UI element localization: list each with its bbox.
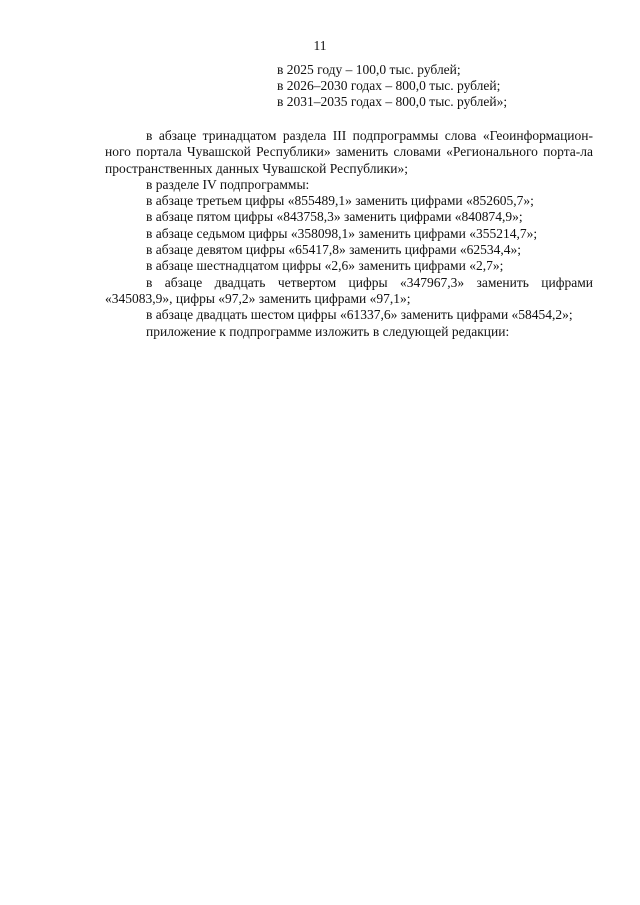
section-iv-intro-paragraph: в разделе IV подпрограммы: [146,176,310,192]
edit-item-paragraph-24: в абзаце двадцать четвертом цифры «347967,3» заменить цифрами «345083,9», цифры «97,2» заменить цифрами «97,1»; [105,274,593,306]
budget-line-2026-2030: в 2026–2030 годах – 800,0 тыс. рублей; [277,78,501,93]
edit-item-paragraph-5: в абзаце пятом цифры «843758,3» заменить цифрами «840874,9»; [146,209,523,225]
document-body [105,128,593,340]
budget-amounts-list [277,62,577,110]
edit-item-paragraph-9: в абзаце девятом цифры «65417,8» заменить цифрами «62534,4»; [146,242,522,258]
budget-line-2031-2035: в 2031–2035 годах – 800,0 тыс. рублей»; [277,94,508,109]
page-number: 11 [313,38,327,53]
edit-item-paragraph-26: в абзаце двадцать шестом цифры «61337,6» заменить цифрами «58454,2»; [146,307,573,323]
appendix-note-paragraph: приложение к подпрограмме изложить в следующей редакции: [146,323,510,339]
budget-line-2025: в 2025 году – 100,0 тыс. рублей; [277,62,461,77]
edit-item-paragraph-16: в абзаце шестнадцатом цифры «2,6» заменить цифрами «2,7»; [146,258,504,274]
edit-item-paragraph-3: в абзаце третьем цифры «855489,1» заменить цифрами «852605,7»; [146,193,534,209]
edit-item-paragraph-7: в абзаце седьмом цифры «358098,1» заменить цифрами «355214,7»; [146,225,538,241]
section-iii-edit-paragraph: в абзаце тринадцатом раздела III подпрограммы слова «Геоинформацион-ного портала Чувашской Республики» заменить словами «Регионального порта-ла пространственных данных Чувашской Республики»; [105,128,593,176]
